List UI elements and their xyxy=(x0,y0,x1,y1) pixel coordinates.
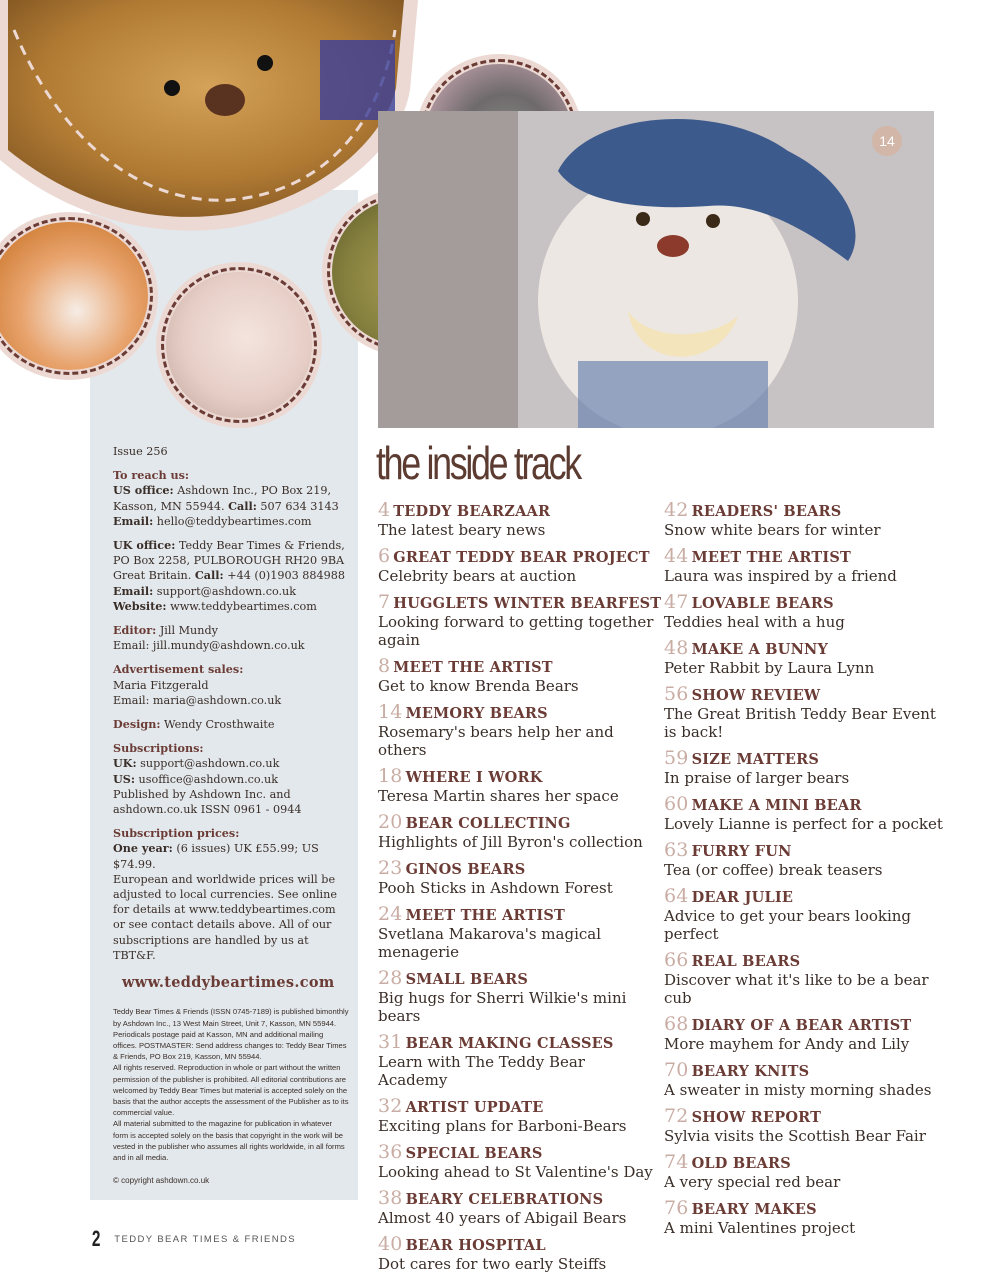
entry-title: BEARY KNITS xyxy=(691,1063,810,1080)
copyright: © copyright ashdown.co.uk xyxy=(113,1176,210,1186)
entry-heading xyxy=(378,767,658,787)
contents-entry[interactable] xyxy=(664,749,944,787)
contents-entry[interactable] xyxy=(378,767,658,805)
contents-title: the inside track xyxy=(376,437,580,489)
uk-phone: +44 (0)1903 884988 xyxy=(223,569,345,583)
editor-name: Jill Mundy xyxy=(156,624,218,638)
entry-page-number: 44 xyxy=(664,545,689,567)
entry-page-number: 32 xyxy=(378,1095,403,1117)
contents-entry[interactable] xyxy=(664,1107,944,1145)
us-call-label: Call: xyxy=(228,498,257,513)
entry-heading xyxy=(378,1235,658,1255)
entry-page-number: 42 xyxy=(664,499,689,521)
contents-entry[interactable] xyxy=(378,1235,658,1273)
entry-description: Svetlana Makarova's magical menagerie xyxy=(378,925,602,961)
entry-heading xyxy=(664,1153,944,1173)
uk-call-label: Call: xyxy=(194,568,224,583)
uk-email[interactable]: support@ashdown.co.uk xyxy=(153,584,297,598)
entry-heading xyxy=(378,657,658,677)
designer-name: Wendy Crosthwaite xyxy=(160,718,275,732)
contents-entry[interactable] xyxy=(378,969,658,1025)
contents-entry[interactable] xyxy=(378,501,658,539)
subs-us-label: US: xyxy=(113,771,135,786)
entry-heading xyxy=(664,639,944,659)
entry-title: MAKE A BUNNY xyxy=(691,641,829,658)
entry-heading xyxy=(664,795,944,815)
entry-page-number: 28 xyxy=(378,967,403,989)
entry-page-number: 63 xyxy=(664,839,689,861)
entry-heading xyxy=(664,749,944,769)
entry-page-number: 76 xyxy=(664,1197,689,1219)
entry-description: Snow white bears for winter xyxy=(664,521,881,539)
entry-heading xyxy=(664,1061,944,1081)
entry-description: Teddies heal with a hug xyxy=(664,613,845,631)
entry-heading xyxy=(664,1015,944,1035)
subs-uk-email[interactable]: support@ashdown.co.uk xyxy=(136,757,280,771)
entry-description: In praise of larger bears xyxy=(664,769,850,787)
advertisement-contact: Maria Fitzgerald xyxy=(113,678,209,692)
contents-entry[interactable] xyxy=(664,593,944,631)
contents-entry[interactable] xyxy=(664,951,944,1007)
entry-page-number: 14 xyxy=(378,701,403,723)
reach-us-heading: To reach us: xyxy=(113,468,190,483)
prices-label: One year: xyxy=(113,841,173,856)
entry-description: Dot cares for two early Steiffs xyxy=(378,1255,607,1273)
prices-heading: Subscription prices: xyxy=(113,826,240,841)
entry-description: Advice to get your bears looking perfect xyxy=(664,907,912,943)
entry-description: Looking forward to getting together again xyxy=(378,613,654,649)
entry-page-number: 59 xyxy=(664,747,689,769)
contents-column-left xyxy=(378,499,662,1281)
entry-description: Rosemary's bears help her and others xyxy=(378,723,614,759)
editor-label: Editor: xyxy=(113,623,157,638)
entry-title: BEAR COLLECTING xyxy=(405,815,571,832)
entry-description: The latest beary news xyxy=(378,521,546,539)
entry-page-number: 47 xyxy=(664,591,689,613)
entry-title: DIARY OF A BEAR ARTIST xyxy=(691,1017,912,1034)
entry-description: Exciting plans for Barboni-Bears xyxy=(378,1117,627,1135)
entry-title: BEAR HOSPITAL xyxy=(405,1237,546,1254)
entry-title: FURRY FUN xyxy=(691,843,792,860)
legal-text xyxy=(113,1006,349,1163)
entry-description: Tea (or coffee) break teasers xyxy=(664,861,883,879)
contents-entry[interactable] xyxy=(664,639,944,677)
entry-heading xyxy=(664,887,944,907)
entry-description: Almost 40 years of Abigail Bears xyxy=(378,1209,627,1227)
us-phone: 507 634 3143 xyxy=(256,499,339,513)
entry-page-number: 36 xyxy=(378,1141,403,1163)
page-badge: 14 xyxy=(872,126,902,156)
entry-heading xyxy=(664,951,944,971)
entry-description: Discover what it's like to be a bear cub xyxy=(664,971,929,1007)
entry-description: Teresa Martin shares her space xyxy=(378,787,619,805)
contents-entry[interactable] xyxy=(378,591,662,649)
entry-description: Learn with The Teddy Bear Academy xyxy=(378,1053,585,1089)
entry-page-number: 38 xyxy=(378,1187,403,1209)
entry-page-number: 24 xyxy=(378,903,403,925)
subscriptions-heading: Subscriptions: xyxy=(113,741,204,756)
entry-heading xyxy=(378,703,658,723)
contents-entry[interactable] xyxy=(664,887,944,943)
website-label: Website: xyxy=(113,598,167,613)
contents-entry[interactable] xyxy=(664,1153,944,1191)
entry-description: Laura was inspired by a friend xyxy=(664,567,897,585)
contents-column-right xyxy=(664,501,944,1245)
editor-email[interactable]: Email: jill.mundy@ashdown.co.uk xyxy=(113,639,305,653)
contents-entry[interactable] xyxy=(378,1143,658,1181)
entry-title: SPECIAL BEARS xyxy=(405,1145,543,1162)
entry-description: Pooh Sticks in Ashdown Forest xyxy=(378,879,613,897)
entry-page-number: 7 xyxy=(378,591,391,613)
entry-description: Highlights of Jill Byron's collection xyxy=(378,833,643,851)
entry-heading xyxy=(664,501,944,521)
entry-title: REAL BEARS xyxy=(691,953,801,970)
us-email-label: Email: xyxy=(113,513,154,528)
contents-entry[interactable] xyxy=(378,703,658,759)
design-label: Design: xyxy=(113,717,161,732)
contents-entry[interactable] xyxy=(378,547,658,585)
entry-heading xyxy=(378,969,658,989)
entry-title: BEARY CELEBRATIONS xyxy=(405,1191,604,1208)
subs-us-email[interactable]: usoffice@ashdown.co.uk xyxy=(134,772,279,786)
entry-description: A mini Valentines project xyxy=(664,1219,856,1237)
entry-page-number: 74 xyxy=(664,1151,689,1173)
teddy-bear-photo-top xyxy=(0,0,418,236)
entry-heading xyxy=(664,1199,944,1219)
entry-page-number: 66 xyxy=(664,949,689,971)
entry-heading xyxy=(664,1107,944,1127)
legal-paragraph: Teddy Bear Times & Friends (ISSN 0745-7189) is published bimonthly by Ashdown Inc., 13 West Main Street, Unit 7, Kasson, MN 55944. Periodicals postage paid at Kasson, MN and additional mailing offices. POSTMASTER: Send address changes to: Teddy Bear Times & Friends, PO Box 219, Kasson, MN 55944. xyxy=(113,1007,349,1062)
entry-page-number: 64 xyxy=(664,885,689,907)
entry-heading xyxy=(378,813,658,833)
contents-entry[interactable] xyxy=(378,1189,658,1227)
entry-heading xyxy=(664,593,944,613)
entry-title: DEAR JULIE xyxy=(691,889,794,906)
entry-title: WHERE I WORK xyxy=(405,769,543,786)
entry-title: SHOW REPORT xyxy=(691,1109,822,1126)
entry-description: Get to know Brenda Bears xyxy=(378,677,579,695)
us-office-address: Ashdown Inc., PO Box 219, Kasson, MN 55944. xyxy=(113,484,332,513)
entry-title: READERS' BEARS xyxy=(691,503,842,520)
entry-description: Big hugs for Sherri Wilkie's mini bears xyxy=(378,989,627,1025)
us-email[interactable]: hello@teddybeartimes.com xyxy=(153,514,312,528)
entry-title: GINOS BEARS xyxy=(405,861,526,878)
entry-title: MEMORY BEARS xyxy=(405,705,548,722)
entry-page-number: 20 xyxy=(378,811,403,833)
entry-title: ARTIST UPDATE xyxy=(405,1099,544,1116)
patchwork-bear-hero-photo xyxy=(378,111,934,428)
entry-page-number: 23 xyxy=(378,857,403,879)
contents-entry[interactable] xyxy=(378,657,658,695)
contents-entry[interactable] xyxy=(664,547,944,585)
contents-entry[interactable] xyxy=(664,1015,944,1053)
entry-title: LOVABLE BEARS xyxy=(691,595,834,612)
legal-paragraph: All rights reserved. Reproduction in whole or part without the written permission of the publisher is prohibited. All editorial contributions are welcomed by Teddy Bear Times but material is accepted solely on the basis that the author accepts the assessment of the Publisher as to its commercial value. xyxy=(113,1063,349,1118)
uk-office-address: Teddy Bear Times & Friends, PO Box 2258, PULBOROUGH RH20 9BA Great Britain. xyxy=(113,539,345,583)
entry-page-number: 70 xyxy=(664,1059,689,1081)
entry-description: A sweater in misty morning shades xyxy=(664,1081,932,1099)
entry-heading xyxy=(378,591,662,613)
entry-description: The Great British Teddy Bear Event is back! xyxy=(664,705,936,741)
legal-paragraph: All material submitted to the magazine for publication in whatever form is accepted solely on the basis that copyright in the work will be vested in the publisher who assumes all rights worldwide, in all forms and in all media. xyxy=(113,1119,345,1162)
entry-heading xyxy=(664,685,944,705)
contents-entry[interactable] xyxy=(664,685,944,741)
contents-entry[interactable] xyxy=(664,841,944,879)
entry-description: Looking ahead to St Valentine's Day xyxy=(378,1163,653,1181)
page-number: 2 xyxy=(91,1226,101,1251)
entry-description: More mayhem for Andy and Lily xyxy=(664,1035,910,1053)
contents-entry[interactable] xyxy=(664,795,944,833)
entry-heading xyxy=(378,501,658,521)
entry-description: Lovely Lianne is perfect for a pocket xyxy=(664,815,943,833)
advertisement-heading: Advertisement sales: xyxy=(113,662,244,677)
issue-number: Issue 256 xyxy=(113,445,168,458)
entry-title: MEET THE ARTIST xyxy=(405,907,566,924)
entry-title: BEAR MAKING CLASSES xyxy=(405,1035,614,1052)
entry-title: SHOW REVIEW xyxy=(691,687,821,704)
contents-entry[interactable] xyxy=(378,859,658,897)
uk-office-label: UK office: xyxy=(113,538,176,553)
entry-page-number: 31 xyxy=(378,1031,403,1053)
entry-title: SIZE MATTERS xyxy=(691,751,820,768)
entry-page-number: 68 xyxy=(664,1013,689,1035)
advertisement-email[interactable]: Email: maria@ashdown.co.uk xyxy=(113,693,282,707)
publisher-issn: Published by Ashdown Inc. and ashdown.co.uk ISSN 0961 - 0944 xyxy=(113,787,302,817)
entry-description: Sylvia visits the Scottish Bear Fair xyxy=(664,1127,926,1145)
entry-title: HUGGLETS WINTER BEARFEST xyxy=(393,595,662,612)
contents-entry[interactable] xyxy=(378,905,658,961)
white-bear-circle-photo xyxy=(156,262,322,428)
entry-heading xyxy=(378,1033,658,1053)
contents-entry[interactable] xyxy=(378,813,658,851)
contents-entry[interactable] xyxy=(664,501,944,539)
entry-heading xyxy=(664,841,944,861)
entry-heading xyxy=(378,1143,658,1163)
entry-description: A very special red bear xyxy=(664,1173,841,1191)
uk-email-label: Email: xyxy=(113,583,154,598)
us-office-label: US office: xyxy=(113,483,174,498)
entry-title: TEDDY BEARZAAR xyxy=(393,503,551,520)
entry-heading xyxy=(664,547,944,567)
entry-title: SMALL BEARS xyxy=(405,971,529,988)
entry-title: MEET THE ARTIST xyxy=(691,549,852,566)
entry-page-number: 8 xyxy=(378,655,391,677)
prices-values: (6 issues) UK £55.99; US $74.99. xyxy=(113,842,319,871)
entry-title: MEET THE ARTIST xyxy=(393,659,553,676)
entry-page-number: 60 xyxy=(664,793,689,815)
entry-heading xyxy=(378,1097,658,1117)
page-footer xyxy=(90,1226,296,1252)
entry-page-number: 56 xyxy=(664,683,689,705)
entry-page-number: 4 xyxy=(378,499,391,521)
entry-heading xyxy=(378,859,658,879)
entry-description: Celebrity bears at auction xyxy=(378,567,577,585)
entry-heading xyxy=(378,1189,658,1209)
prices-note: European and worldwide prices will be adjusted to local currencies. See online for details at www.teddybeartimes.com or see contact details above. All of our subscriptions are handled by us at TBT&F. xyxy=(113,872,337,962)
entry-title: MAKE A MINI BEAR xyxy=(691,797,862,814)
website-banner[interactable]: www.teddybeartimes.com xyxy=(122,974,335,992)
entry-page-number: 72 xyxy=(664,1105,689,1127)
website-link[interactable]: www.teddybeartimes.com xyxy=(166,599,317,613)
magazine-name: TEDDY BEAR TIMES & FRIENDS xyxy=(114,1233,296,1245)
entry-title: GREAT TEDDY BEAR PROJECT xyxy=(393,549,650,566)
entry-title: OLD BEARS xyxy=(691,1155,791,1172)
subs-uk-label: UK: xyxy=(113,756,137,771)
entry-heading xyxy=(378,547,658,567)
entry-title: BEARY MAKES xyxy=(691,1201,817,1218)
entry-page-number: 40 xyxy=(378,1233,403,1255)
entry-description: Peter Rabbit by Laura Lynn xyxy=(664,659,875,677)
entry-page-number: 48 xyxy=(664,637,689,659)
masthead-info xyxy=(113,444,349,1188)
contents-entry[interactable] xyxy=(378,1097,658,1135)
contents-entry[interactable] xyxy=(378,1033,658,1089)
entry-page-number: 6 xyxy=(378,545,391,567)
contents-entry[interactable] xyxy=(664,1061,944,1099)
entry-page-number: 18 xyxy=(378,765,403,787)
entry-heading xyxy=(378,905,658,925)
contents-entry[interactable] xyxy=(664,1199,944,1237)
